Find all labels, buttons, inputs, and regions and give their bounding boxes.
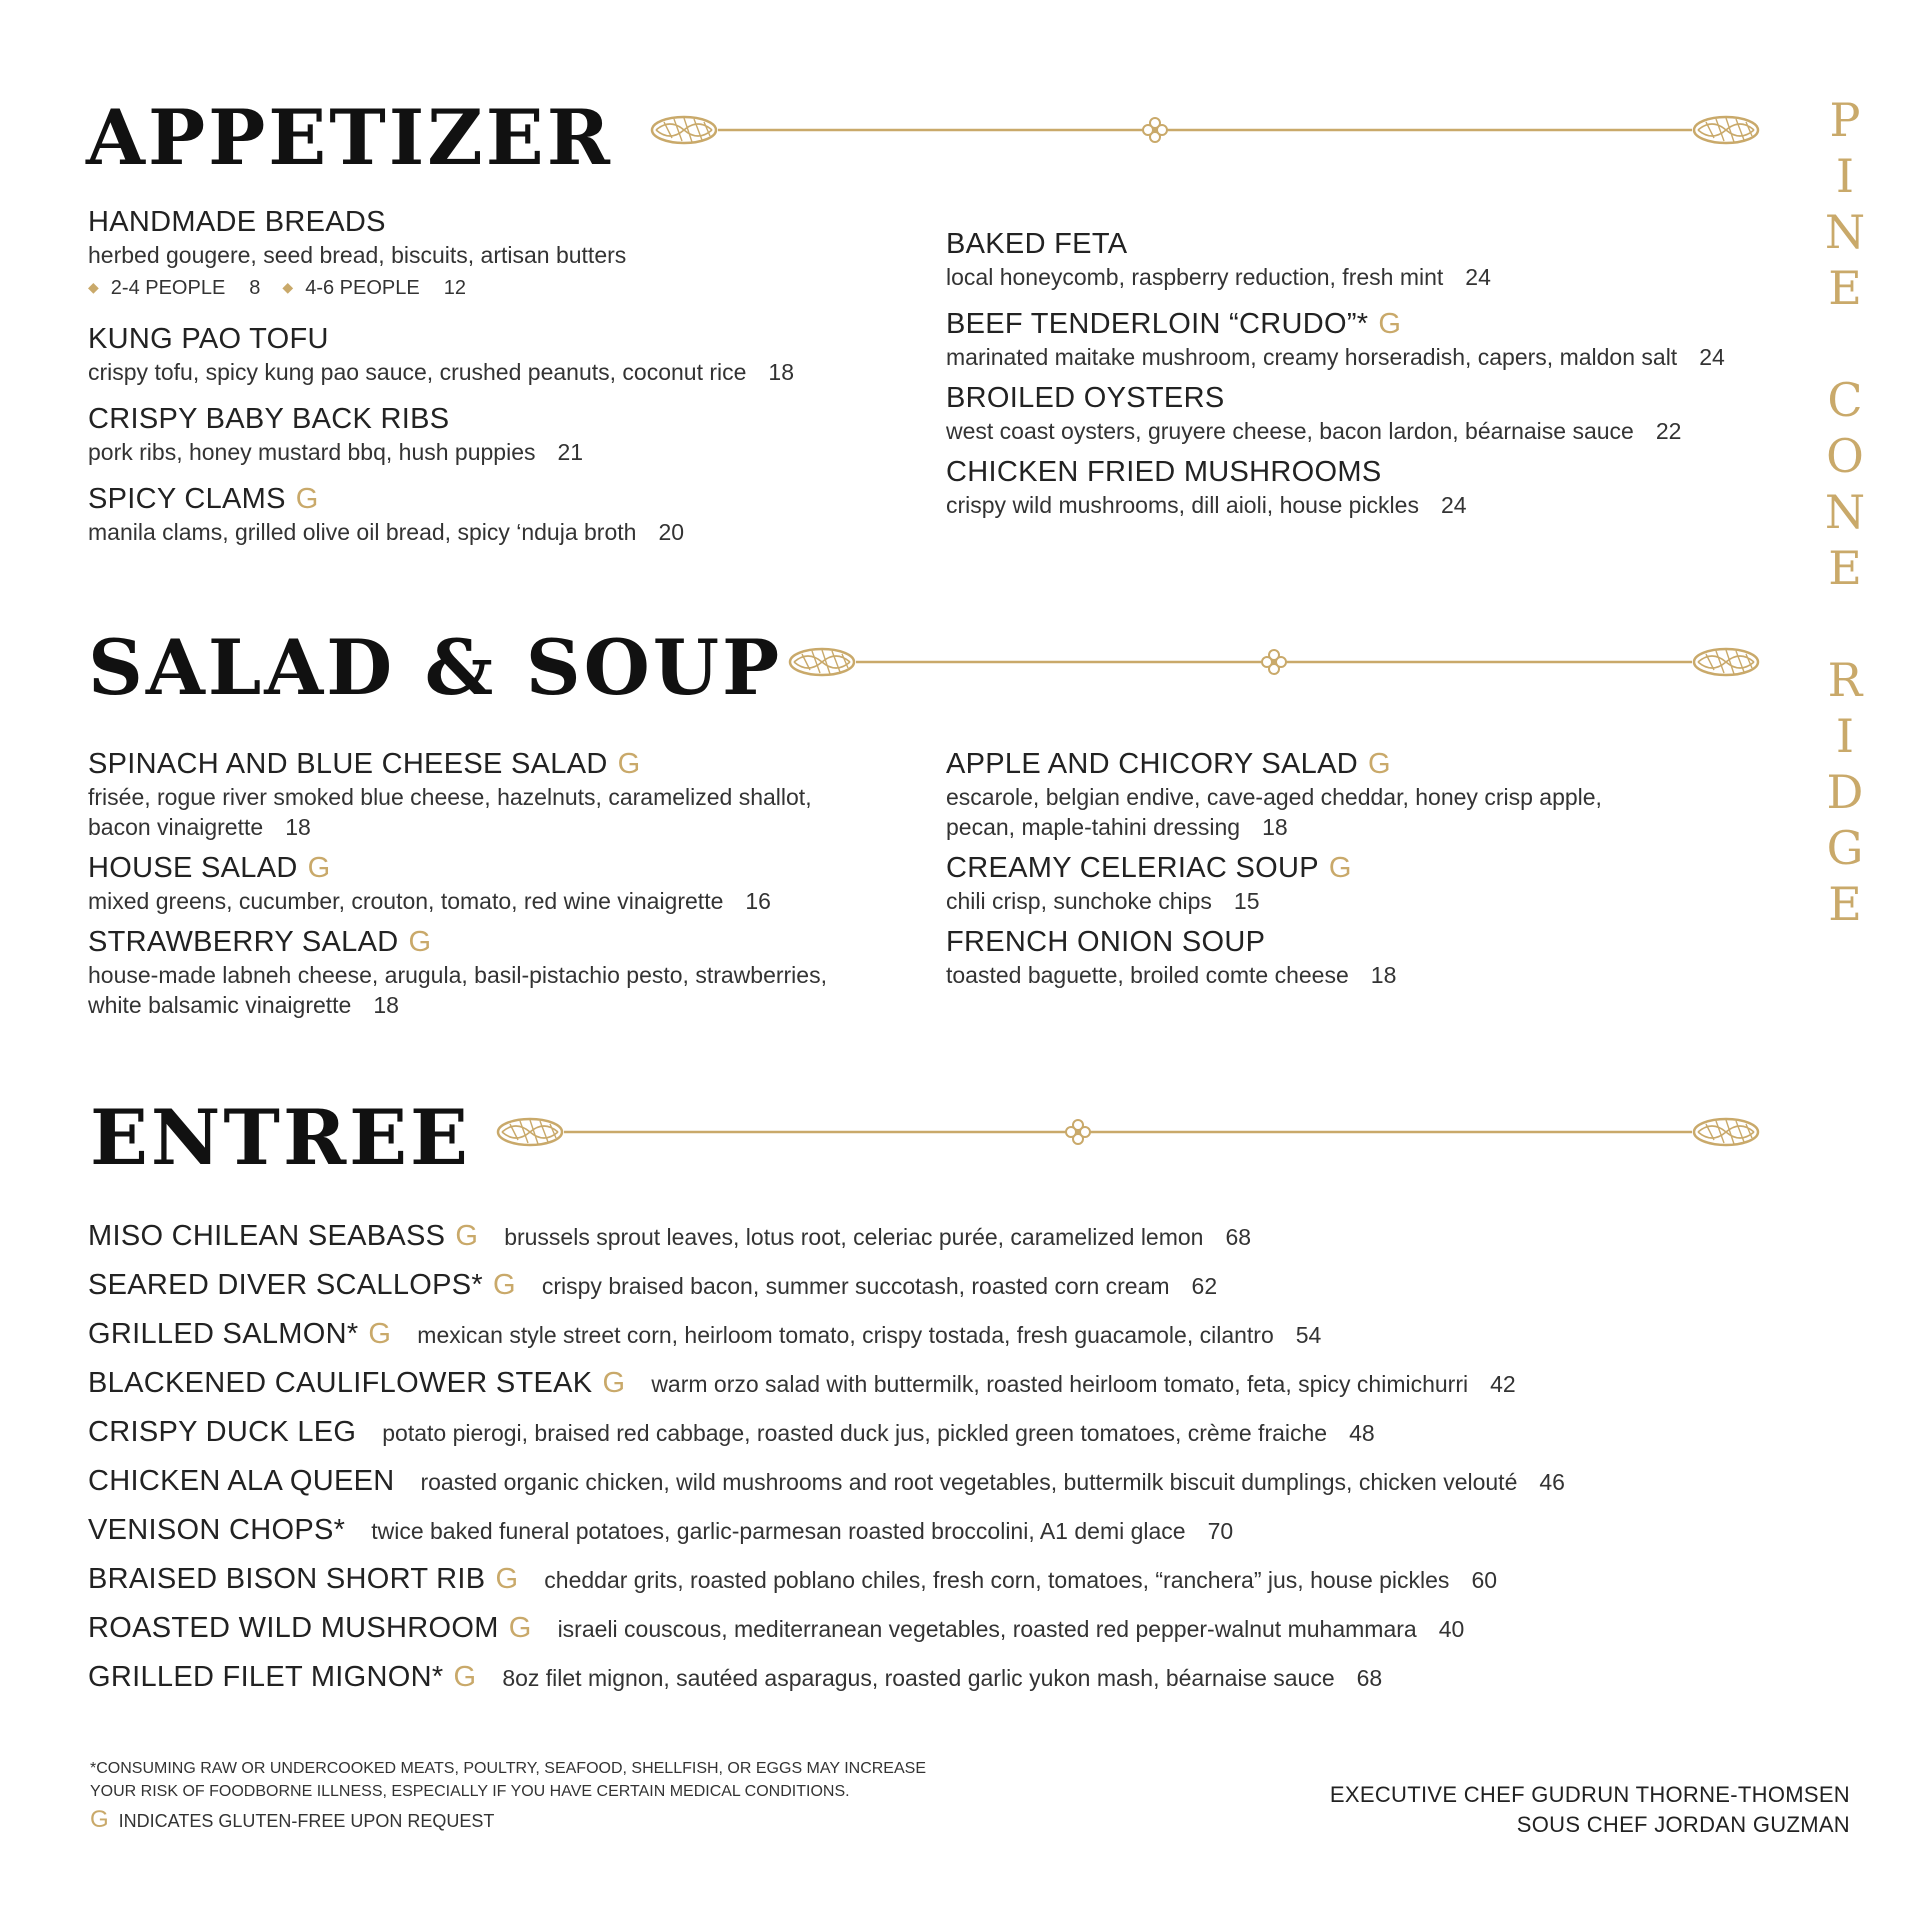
option-price: 8: [249, 277, 261, 299]
brand-letter: O: [1826, 429, 1864, 483]
item-name: [88, 850, 918, 886]
item-description-text: twice baked funeral potatoes, garlic-parmesan roasted broccolini, A1 demi glace: [371, 1518, 1186, 1544]
item-name: [88, 924, 918, 960]
item-price: 42: [1490, 1371, 1516, 1397]
item-description-text: crispy braised bacon, summer succotash, roasted corn cream: [541, 1273, 1170, 1299]
item-name-text: BAKED FETA: [946, 228, 1128, 260]
item-price: 20: [658, 519, 685, 545]
item-description-text: house-made labneh cheese, arugula, basil-pistachio pesto, strawberries,: [88, 962, 827, 988]
item-name: [88, 401, 908, 437]
item-description: [544, 1567, 1497, 1593]
item-name: [88, 1612, 532, 1644]
item-description: [946, 782, 1776, 812]
item-price: 70: [1207, 1518, 1234, 1544]
item-description-text: frisée, rogue river smoked blue cheese, hazelnuts, caramelized shallot,: [88, 784, 812, 810]
entree-title: ENTREE: [90, 1093, 471, 1182]
gluten-free-mark: G: [1367, 748, 1391, 780]
option-label: 4-6 PEOPLE: [305, 277, 420, 299]
item-name: [946, 380, 1776, 416]
item-description-text: 8oz filet mignon, sautéed asparagus, roasted garlic yukon mash, béarnaise sauce: [502, 1665, 1335, 1691]
item-name-text: SEARED DIVER SCALLOPS*: [88, 1269, 484, 1301]
item-description: [88, 517, 908, 547]
item-name-text: GRILLED SALMON*: [88, 1318, 359, 1350]
item-description-text: escarole, belgian endive, cave-aged cheddar, honey crisp apple,: [946, 784, 1602, 810]
menu-item: [88, 401, 908, 467]
salad-soup-left-column: [88, 746, 918, 1028]
brand-letter: G: [1826, 821, 1864, 875]
entree-row: [88, 1218, 1251, 1254]
item-name-text: VENISON CHOPS*: [88, 1514, 346, 1546]
item-description: [946, 416, 1776, 446]
item-description: [88, 812, 918, 842]
item-description-text: pork ribs, honey mustard bbq, hush puppies: [88, 439, 536, 465]
brand-letter: I: [1835, 149, 1855, 203]
entree-divider-ornament: [496, 1112, 1760, 1152]
appetizer-right-column: [946, 226, 1776, 520]
gluten-free-mark: G: [453, 1661, 477, 1693]
disclaimer: [90, 1757, 926, 1803]
menu-item: [946, 924, 1776, 990]
option-price: 12: [443, 277, 466, 299]
gf-note-text: INDICATES GLUTEN-FREE UPON REQUEST: [118, 1811, 495, 1831]
appetizer-left-column: [88, 204, 908, 547]
appetizer-title: APPETIZER: [86, 93, 613, 182]
gluten-free-mark: G: [295, 483, 319, 515]
item-description: [946, 490, 1776, 520]
brand-letter: N: [1824, 205, 1866, 259]
item-name-text: GRILLED FILET MIGNON*: [88, 1661, 444, 1693]
item-description: [558, 1616, 1465, 1642]
entree-row: [88, 1267, 1217, 1303]
item-description-text: herbed gougere, seed bread, biscuits, artisan butters: [88, 242, 627, 268]
entree-row: [88, 1561, 1497, 1597]
item-price: 62: [1191, 1273, 1218, 1299]
item-description-text: bacon vinaigrette: [88, 814, 264, 840]
item-price: 18: [373, 992, 399, 1018]
entree-row: [88, 1610, 1464, 1646]
gf-mark: G: [90, 1806, 109, 1833]
item-name: [88, 1318, 391, 1350]
item-price: 54: [1295, 1322, 1322, 1348]
item-description: [88, 886, 918, 916]
brand-letter: D: [1826, 765, 1864, 819]
item-price: 24: [1440, 492, 1467, 518]
disclaimer-line-1: *CONSUMING RAW OR UNDERCOOKED MEATS, POULTRY, SEAFOOD, SHELLFISH, OR EGGS MAY INCREASE: [90, 1760, 926, 1777]
item-name-text: HANDMADE BREADS: [88, 206, 386, 238]
item-price: 48: [1349, 1420, 1375, 1446]
item-description: [651, 1371, 1515, 1397]
item-description-text: warm orzo salad with buttermilk, roasted heirloom tomato, feta, spicy chimichurri: [651, 1371, 1469, 1397]
item-description: [88, 437, 908, 467]
disclaimer-line-2: YOUR RISK OF FOODBORNE ILLNESS, ESPECIALLY IF YOU HAVE CERTAIN MEDICAL CONDITIONS.: [90, 1783, 850, 1800]
gluten-free-mark: G: [495, 1563, 519, 1595]
item-name-text: CREAMY CELERIAC SOUP: [946, 852, 1319, 884]
entree-row: [88, 1316, 1321, 1352]
brand-gap: [1810, 316, 1880, 372]
item-name: [88, 1465, 394, 1497]
item-description: [946, 262, 1776, 292]
item-name-text: BEEF TENDERLOIN “CRUDO”*: [946, 308, 1369, 340]
entree-row: [88, 1463, 1565, 1499]
brand-letter: E: [1828, 877, 1862, 931]
item-price: 15: [1233, 888, 1260, 914]
gluten-free-mark: G: [602, 1367, 626, 1399]
item-description-text: crispy tofu, spicy kung pao sauce, crushed peanuts, coconut rice: [88, 359, 747, 385]
item-name: [88, 1367, 625, 1399]
item-name: [946, 306, 1776, 342]
item-name-text: CRISPY DUCK LEG: [88, 1416, 357, 1448]
item-name: [88, 204, 908, 240]
item-description: [88, 240, 908, 270]
item-description: [371, 1518, 1233, 1544]
item-name-text: BROILED OYSTERS: [946, 382, 1225, 414]
item-name: [88, 1661, 476, 1693]
item-price: 60: [1471, 1567, 1498, 1593]
item-name: [88, 1416, 356, 1448]
item-description: [504, 1224, 1251, 1250]
item-description: [88, 782, 918, 812]
menu-item: [946, 306, 1776, 372]
appetizer-divider-ornament: [650, 110, 1760, 150]
executive-chef: EXECUTIVE CHEF GUDRUN THORNE-THOMSEN: [1329, 1782, 1850, 1807]
item-name-text: SPICY CLAMS: [88, 483, 286, 515]
item-description: [946, 812, 1776, 842]
item-price: 40: [1438, 1616, 1465, 1642]
item-price: 16: [745, 888, 771, 914]
item-name-text: BRAISED BISON SHORT RIB: [88, 1563, 486, 1595]
gluten-free-mark: G: [307, 852, 331, 884]
menu-item: [88, 321, 908, 387]
item-name: [946, 454, 1776, 490]
item-description: [420, 1469, 1564, 1495]
item-price: 18: [285, 814, 311, 840]
item-description-text: chili crisp, sunchoke chips: [946, 888, 1212, 914]
gluten-free-mark: G: [617, 748, 641, 780]
item-description-text: roasted organic chicken, wild mushrooms and root vegetables, buttermilk biscuit dumplings, chicken velouté: [420, 1469, 1518, 1495]
item-name-text: ROASTED WILD MUSHROOM: [88, 1612, 499, 1644]
menu-item: [88, 850, 918, 916]
item-name: [88, 1220, 478, 1252]
item-name: [946, 226, 1776, 262]
item-name-text: CHICKEN FRIED MUSHROOMS: [946, 456, 1382, 488]
sous-chef: SOUS CHEF JORDAN GUZMAN: [1516, 1812, 1850, 1837]
item-name: [946, 924, 1776, 960]
item-price: 24: [1699, 344, 1725, 370]
item-name-text: BLACKENED CAULIFLOWER STEAK: [88, 1367, 593, 1399]
item-description: [542, 1273, 1217, 1299]
item-description-text: local honeycomb, raspberry reduction, fresh mint: [946, 264, 1444, 290]
menu-item: [946, 850, 1776, 916]
item-description-text: marinated maitake mushroom, creamy horseradish, capers, maldon salt: [946, 344, 1678, 370]
diamond-icon: ◆: [88, 279, 99, 295]
brand-vertical-text: [1810, 92, 1880, 932]
item-name-text: CRISPY BABY BACK RIBS: [88, 403, 450, 435]
item-price: 68: [1356, 1665, 1383, 1691]
item-description-text: mexican style street corn, heirloom tomato, crispy tostada, fresh guacamole, cilantro: [417, 1322, 1274, 1348]
item-name: [88, 746, 918, 782]
item-name-text: STRAWBERRY SALAD: [88, 926, 399, 958]
item-description-text: mixed greens, cucumber, crouton, tomato, red wine vinaigrette: [88, 888, 724, 914]
item-description-text: toasted baguette, broiled comte cheese: [946, 962, 1349, 988]
item-name: [88, 1269, 516, 1301]
item-price: 18: [768, 359, 795, 385]
item-price: 22: [1655, 418, 1682, 444]
item-description: [946, 342, 1776, 372]
item-name: [88, 1563, 518, 1595]
item-name: [946, 746, 1776, 782]
item-price: 18: [1370, 962, 1397, 988]
serving-options: [88, 270, 908, 305]
item-name-text: CHICKEN ALA QUEEN: [88, 1465, 395, 1497]
menu-item: [946, 380, 1776, 446]
gluten-free-mark: G: [1378, 308, 1402, 340]
menu-item: [88, 924, 918, 1020]
item-name: [88, 481, 908, 517]
gluten-free-mark: G: [508, 1612, 532, 1644]
item-description: [88, 357, 908, 387]
brand-gap: [1810, 596, 1880, 652]
item-description-text: white balsamic vinaigrette: [88, 992, 352, 1018]
item-description-text: crispy wild mushrooms, dill aioli, house pickles: [946, 492, 1419, 518]
item-name-text: FRENCH ONION SOUP: [946, 926, 1266, 958]
item-description-text: brussels sprout leaves, lotus root, celeriac purée, caramelized lemon: [504, 1224, 1204, 1250]
gluten-free-mark: G: [493, 1269, 516, 1301]
item-description-text: manila clams, grilled olive oil bread, spicy ‘nduja broth: [88, 519, 637, 545]
brand-letter: P: [1829, 93, 1861, 147]
item-price: 24: [1465, 264, 1491, 290]
item-price: 18: [1262, 814, 1288, 840]
brand-letter: C: [1827, 373, 1863, 427]
brand-letter: N: [1824, 485, 1866, 539]
chef-credits: [1330, 1780, 1850, 1840]
menu-item: [946, 746, 1776, 842]
diamond-icon: ◆: [282, 279, 294, 295]
gluten-free-mark: G: [408, 926, 432, 958]
item-description-text: west coast oysters, gruyere cheese, bacon lardon, béarnaise sauce: [946, 418, 1634, 444]
item-price: 46: [1539, 1469, 1565, 1495]
entree-row: [88, 1365, 1516, 1401]
item-description: [502, 1665, 1382, 1691]
menu-item: [946, 226, 1776, 292]
gluten-free-note: [90, 1808, 494, 1833]
brand-letter: I: [1835, 709, 1855, 763]
item-description-text: potato pierogi, braised red cabbage, roasted duck jus, pickled green tomatoes, crème fraiche: [382, 1420, 1328, 1446]
brand-letter: E: [1828, 261, 1862, 315]
item-description: [946, 960, 1776, 990]
item-name-text: KUNG PAO TOFU: [88, 323, 329, 355]
gluten-free-mark: G: [368, 1318, 392, 1350]
item-description: [88, 990, 918, 1020]
gluten-free-mark: G: [1328, 852, 1352, 884]
menu-item: [88, 204, 908, 305]
menu-item: [946, 454, 1776, 520]
item-name: [946, 850, 1776, 886]
item-name-text: MISO CHILEAN SEABASS: [88, 1220, 446, 1252]
item-description-text: israeli couscous, mediterranean vegetables, roasted red pepper-walnut muhammara: [557, 1616, 1417, 1642]
gluten-free-mark: G: [455, 1220, 479, 1252]
item-name-text: HOUSE SALAD: [88, 852, 298, 884]
menu-item: [88, 481, 908, 547]
item-description: [946, 886, 1776, 916]
item-price: 68: [1225, 1224, 1252, 1250]
item-description: [88, 960, 918, 990]
entree-row: [88, 1512, 1233, 1548]
item-name-text: SPINACH AND BLUE CHEESE SALAD: [88, 748, 608, 780]
brand-letter: R: [1827, 653, 1863, 707]
item-description: [382, 1420, 1374, 1446]
salad-soup-divider-ornament: [788, 642, 1760, 682]
salad-soup-right-column: [946, 746, 1776, 998]
item-name: [88, 321, 908, 357]
salad-soup-title: SALAD & SOUP: [88, 623, 783, 712]
item-name-text: APPLE AND CHICORY SALAD: [946, 748, 1358, 780]
option-label: 2-4 PEOPLE: [110, 277, 226, 299]
item-description: [417, 1322, 1321, 1348]
item-price: 21: [557, 439, 584, 465]
item-description-text: cheddar grits, roasted poblano chiles, fresh corn, tomatoes, “ranchera” jus, house pickles: [544, 1567, 1450, 1593]
item-name: [88, 1514, 345, 1546]
item-description-text: pecan, maple-tahini dressing: [946, 814, 1241, 840]
entree-row: [88, 1659, 1382, 1695]
brand-letter: E: [1828, 541, 1862, 595]
entree-row: [88, 1414, 1375, 1450]
menu-item: [88, 746, 918, 842]
